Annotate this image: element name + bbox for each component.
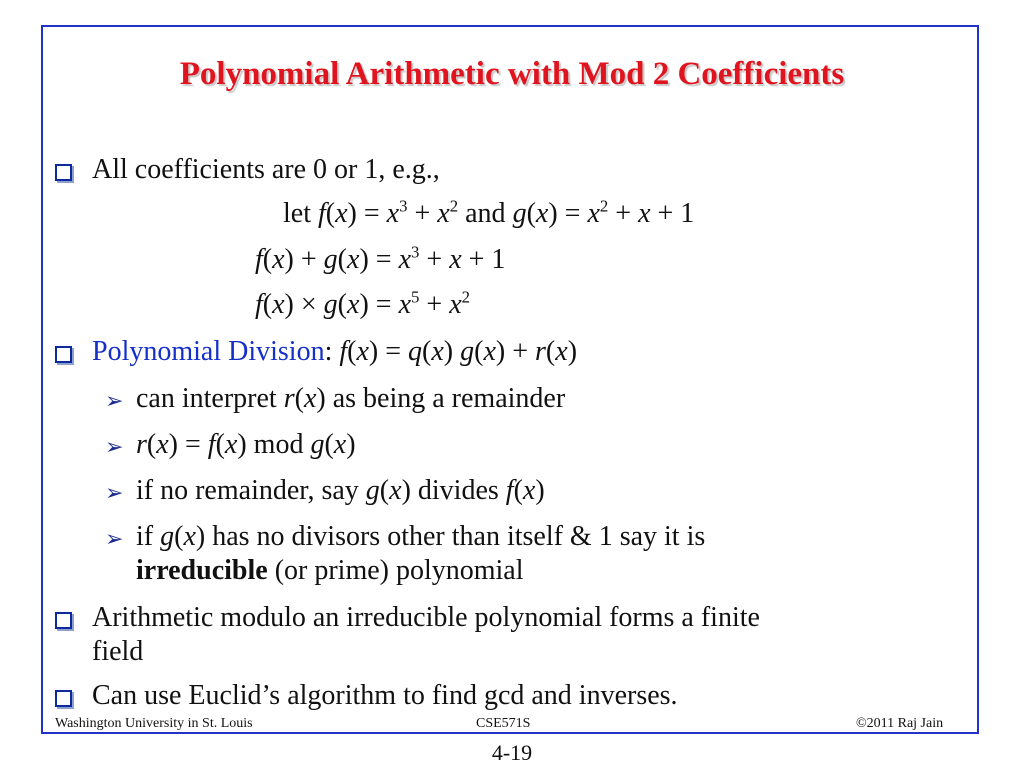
bullet-square-icon	[55, 346, 72, 363]
footer-institution: Washington University in St. Louis	[55, 716, 253, 731]
sub-bullet-4-text-cont: irreducible (or prime) polynomial	[136, 555, 524, 586]
sub-bullet-1-text: can interpret r(x) as being a remainder	[136, 383, 566, 414]
sub-bullet-arrow-icon: ➢	[105, 481, 124, 506]
bullet-3-text: Arithmetic modulo an irreducible polynomial forms a finite	[92, 602, 760, 633]
sub-bullet-4-text: if g(x) has no divisors other than itself & 1 say it is	[136, 521, 706, 552]
math-line-2: $f(x) + g(x) = x^3 + x + 1$	[255, 242, 506, 275]
sub-bullet-2-text: r(x) = f(x) mod g(x)	[136, 429, 356, 460]
polynomial-division-label: Polynomial Division	[92, 336, 325, 367]
math-line-3: $f(x) \times g(x) = x^5 + x^2$	[255, 287, 471, 320]
footer-copyright: ©2011 Raj Jain	[856, 716, 944, 731]
bullet-2-text: Polynomial Division: f(x) = q(x) g(x) + r(x)	[92, 336, 578, 367]
bullet-square-icon	[55, 612, 72, 629]
bullet-square-icon	[55, 690, 72, 707]
slide-title: Polynomial Arithmetic with Mod 2 Coefficients	[179, 56, 845, 92]
bullet-4-text: Can use Euclid’s algorithm to find gcd and inverses.	[92, 680, 678, 711]
sub-bullet-3-text: if no remainder, say g(x) divides f(x)	[136, 475, 545, 506]
sub-bullet-arrow-icon: ➢	[105, 527, 124, 552]
bullet-1-text: All coefficients are 0 or 1, e.g.,	[92, 154, 440, 185]
sub-bullet-arrow-icon: ➢	[105, 435, 124, 460]
math-line-1: let $f(x) = x^3 + x^2$ and $g(x) = x^2 + x + 1$	[283, 196, 695, 229]
sub-bullet-arrow-icon: ➢	[105, 389, 124, 414]
bullet-3-text-cont: field	[92, 636, 144, 667]
footer-course: CSE571S	[476, 716, 531, 731]
bullet-square-icon	[55, 164, 72, 181]
irreducible-term: irreducible	[136, 555, 268, 586]
page-number: 4-19	[491, 740, 533, 765]
